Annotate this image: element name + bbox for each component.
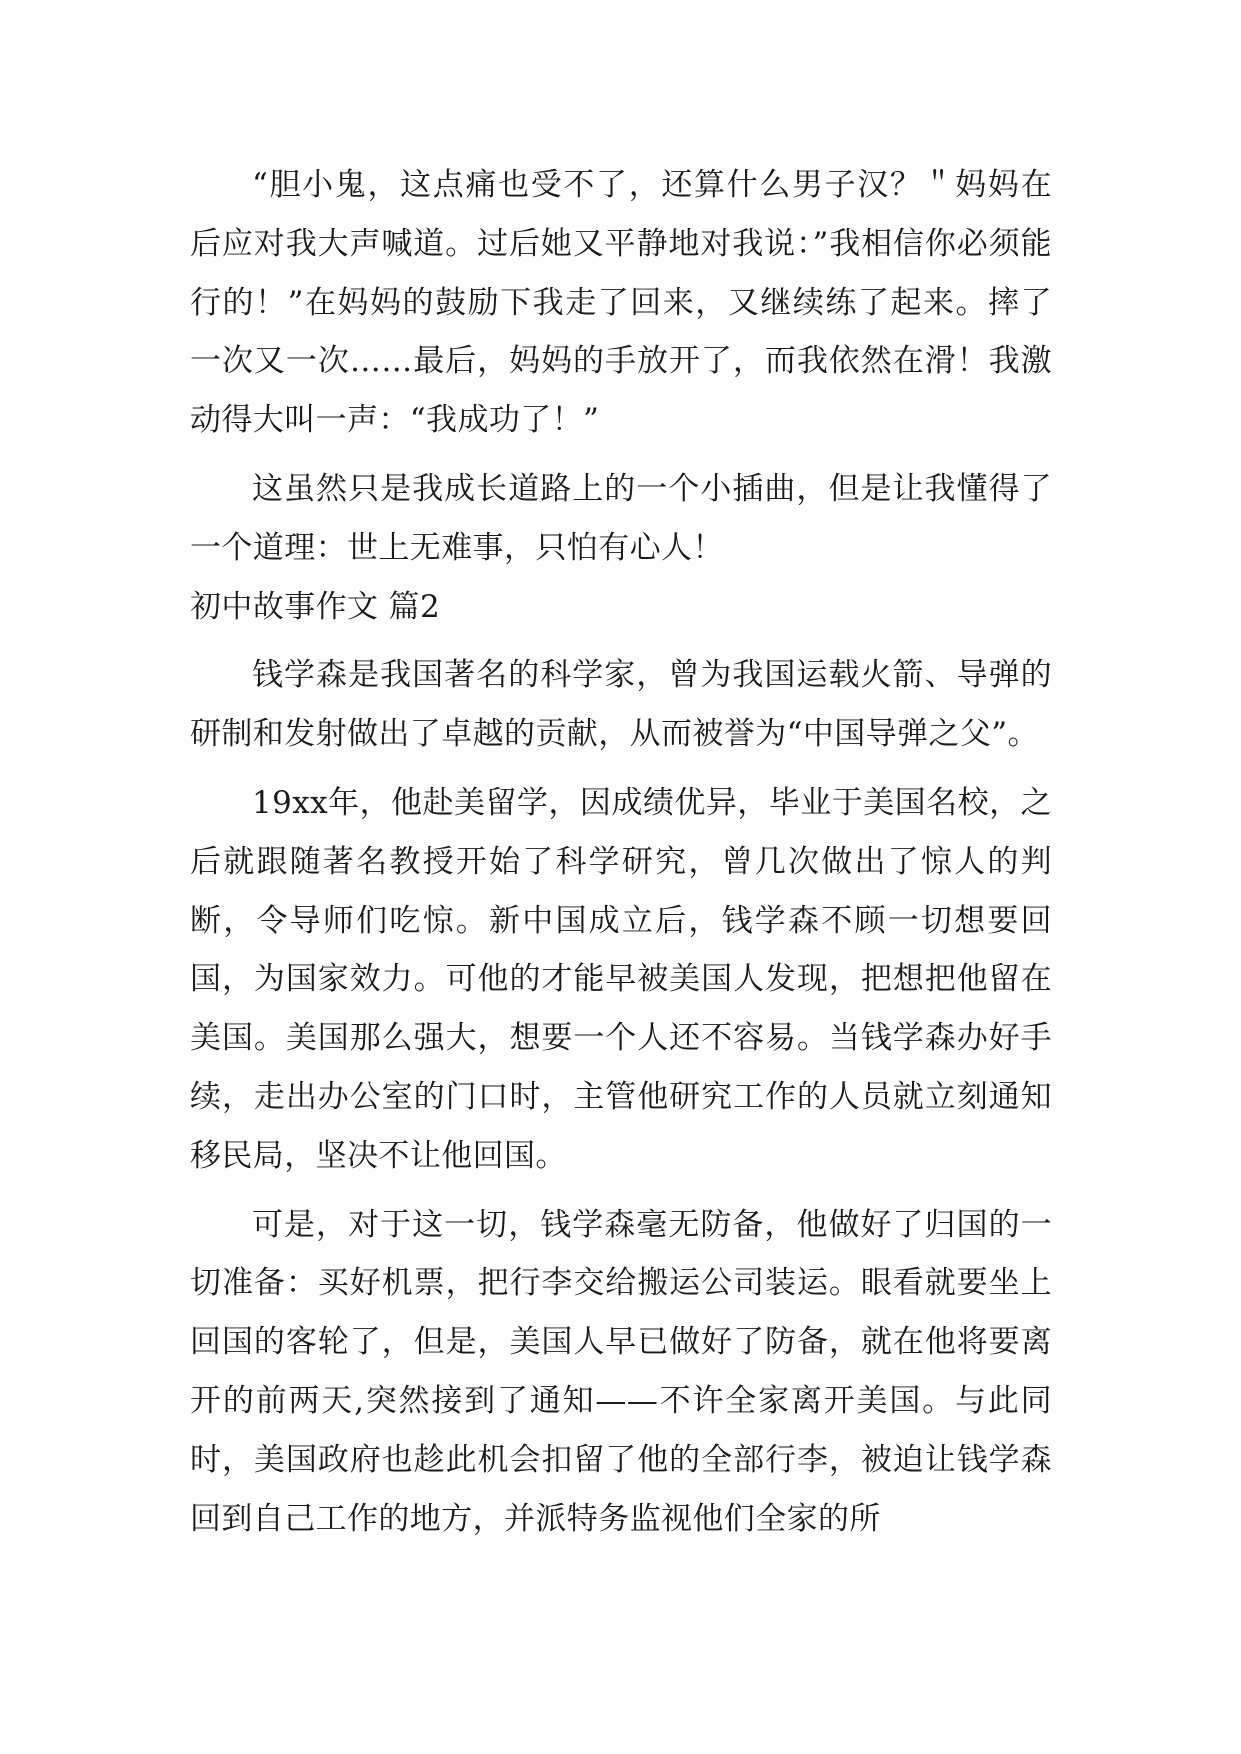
paragraph: “胆小鬼，这点痛也受不了，还算什么男子汉？＂妈妈在后应对我大声喊道。过后她又平静地对我说：”我相信你必须能行的！”在妈妈的鼓励下我走了回来，又继续练了起来。摔了一次又一次……最后，妈妈的手放开了，而我依然在滑！我激动得大叫一声：“我成功了！” (190, 167, 1052, 439)
section-heading: 初中故事作文 篇2 (190, 588, 441, 625)
document-body (190, 156, 1052, 1548)
paragraph: 19xx年，他赴美留学，因成绩优异，毕业于美国名校，之后就跟随著名教授开始了科学研究，曾几次做出了惊人的判断，令导师们吃惊。新中国成立后，钱学森不顾一切想要回国，为国家效力。可他的才能早被美国人发现，把想把他留在美国。美国那么强大，想要一个人还不容易。当钱学森办好手续，走出办公室的门口时，主管他研究工作的人员就立刻通知移民局，坚决不让他回国。 (190, 784, 1052, 1174)
paragraph: 这虽然只是我成长道路上的一个小插曲，但是让我懂得了一个道理：世上无难事，只怕有心人！ (190, 470, 1052, 566)
paragraph: 可是，对于这一切，钱学森毫无防备，他做好了归国的一切准备：买好机票，把行李交给搬运公司装运。眼看就要坐上回国的客轮了，但是，美国人早已做好了防备，就在他将要离开的前两天,突然接到了通知——不许全家离开美国。与此同时，美国政府也趁此机会扣留了他的全部行李，被迫让钱学森回到自己工作的地方，并派特务监视他们全家的所 (190, 1206, 1052, 1537)
paragraph: 钱学森是我国著名的科学家，曾为我国运载火箭、导弹的研制和发射做出了卓越的贡献，从而被誉为“中国导弹之父”。 (190, 657, 1052, 753)
